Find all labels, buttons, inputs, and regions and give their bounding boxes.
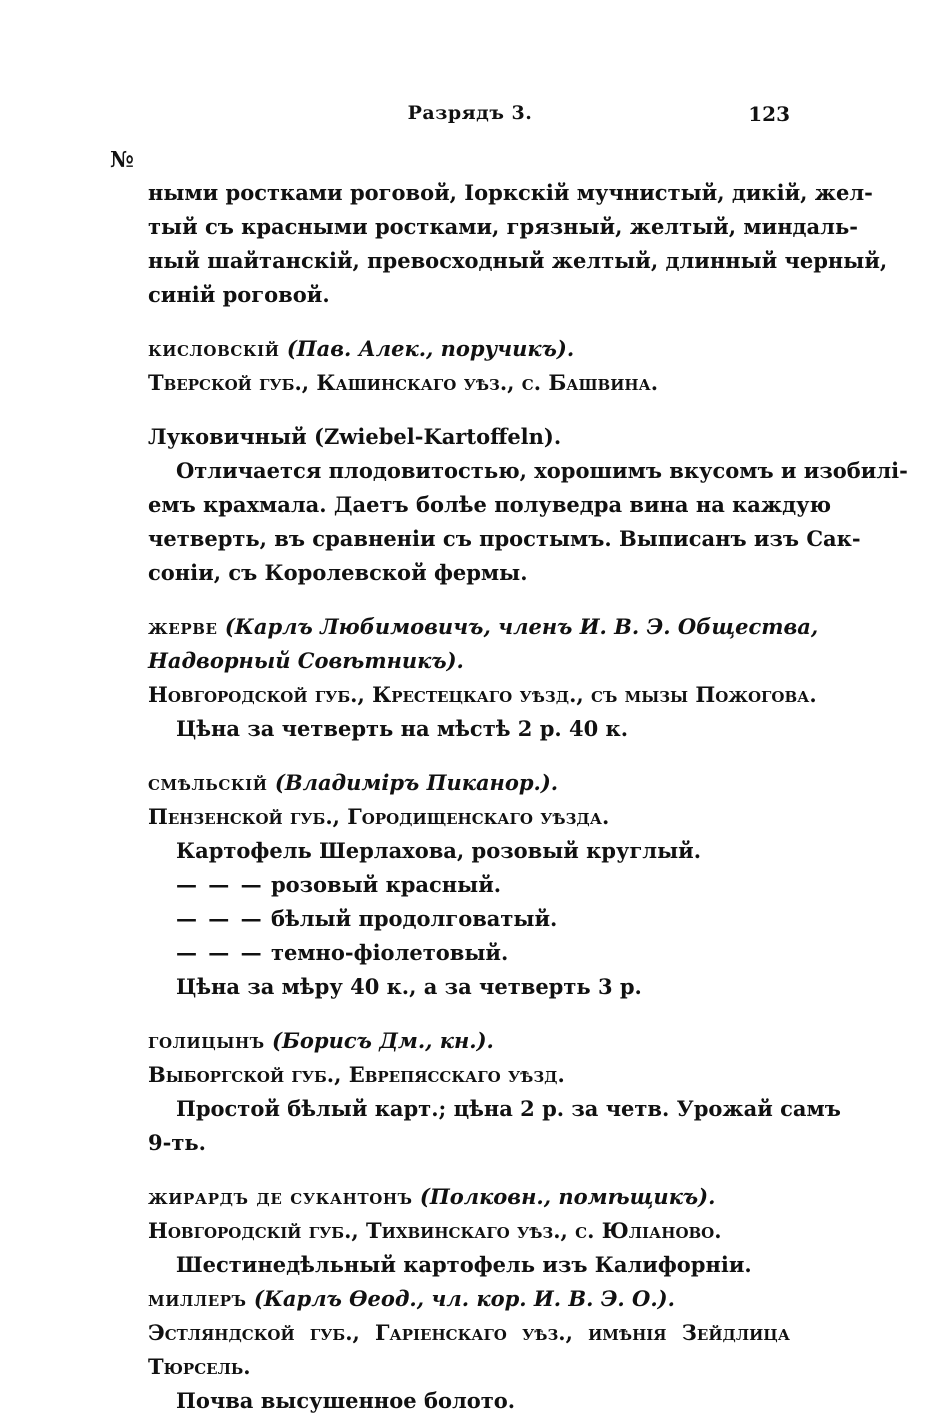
entry-title: (Карлъ Любимовичъ, членъ И. В. Э. Общества,	[217, 614, 819, 639]
entry-name: голицынъ	[148, 1028, 265, 1053]
entry-title: (Владиміръ Пиканор.).	[267, 770, 559, 795]
entry-title: (Пав. Алек., поручикъ).	[279, 336, 575, 361]
entry-heading	[148, 332, 790, 366]
entry-title: (Полковн., помѣщикъ).	[412, 1184, 716, 1209]
text-line: ный шайтанскій, превосходный желтый, длинный черный,	[148, 248, 888, 273]
text-line: синій роговой.	[148, 282, 330, 307]
variety-heading: Луковичный (Zwiebel-Kartoffeln).	[148, 424, 562, 449]
variety-line: — — — темно-фіолетовый.	[176, 940, 509, 965]
entry-place: Пензенской губ., Городищенскаго уѣзда.	[148, 804, 610, 829]
entry-place-cont: Тюрсель.	[148, 1354, 251, 1379]
entry-name: жирардъ де сукантонъ	[148, 1184, 413, 1209]
text-line: соніи, съ Королевской фермы.	[148, 560, 528, 585]
page-number: 123	[748, 102, 790, 126]
entry-name: миллеръ	[148, 1286, 247, 1311]
variety-line: — — — бѣлый продолговатый.	[176, 906, 558, 931]
entry-title: (Карлъ Ѳеод., чл. кор. И. В. Э. О.).	[246, 1286, 675, 1311]
text-line: Отличается плодовитостью, хорошимъ вкусомъ и изобилі-	[176, 458, 908, 483]
entry-place: Тверской губ., Кашинскаго уѣз., с. Башвина.	[148, 370, 659, 395]
entry-place: Новгородской губ., Крестецкаго уѣзд., съ мызы Пожогова.	[148, 682, 817, 707]
text-line: тый съ красными ростками, грязный, желтый, миндаль-	[148, 214, 858, 239]
entry-heading	[148, 610, 819, 644]
text-line: четверть, въ сравненіи съ простымъ. Выписанъ изъ Сак-	[148, 526, 861, 551]
entry-title: (Борисъ Дм., кн.).	[264, 1028, 494, 1053]
entry-heading	[148, 1024, 790, 1058]
running-head-title: Разрядъ 3.	[407, 102, 533, 124]
variety-line: Картофель Шерлахова, розовый круглый.	[176, 838, 702, 863]
text-line: емъ крахмала. Даетъ болѣе полуведра вина на каждую	[148, 492, 832, 517]
numero-sign: №	[110, 147, 134, 173]
page-body	[148, 176, 908, 1418]
entry-price: Цѣна за мѣру 40 к., а за четверть 3 р.	[176, 974, 642, 999]
entry-title-cont: Надворный Совѣтникъ).	[148, 648, 464, 673]
entry-heading	[148, 766, 790, 800]
entry-place: Выборгской губ., Еврепясскаго уѣзд.	[148, 1062, 565, 1087]
entry-name: смѣльскій	[148, 770, 268, 795]
text-line: Шестинедѣльный картофель изъ Калифорніи.	[176, 1252, 752, 1277]
entry-name: жерве	[148, 614, 218, 639]
entry-name: кисловскій	[148, 336, 280, 361]
entry-price: Цѣна за четверть на мѣстѣ 2 р. 40 к.	[176, 716, 629, 741]
entry-heading	[148, 1282, 790, 1316]
variety-line: — — — розовый красный.	[176, 872, 502, 897]
text-line: Простой бѣлый карт.; цѣна 2 р. за четв. Урожай самъ	[176, 1096, 841, 1121]
running-head	[150, 102, 790, 132]
entry-place: Новгородскій губ., Тихвинскаго уѣз., с. Юліаново.	[148, 1218, 722, 1243]
text-line: 9-ть.	[148, 1130, 206, 1155]
entry-place: Эстляндской губ., Гаріенскаго уѣз., имѣнія Зейдлица	[148, 1320, 790, 1345]
text-line: ными ростками роговой, Іоркскій мучнистый, дикій, жел-	[148, 180, 873, 205]
entry-heading	[148, 1180, 790, 1214]
text-line: Почва высушенное болото.	[176, 1388, 516, 1413]
